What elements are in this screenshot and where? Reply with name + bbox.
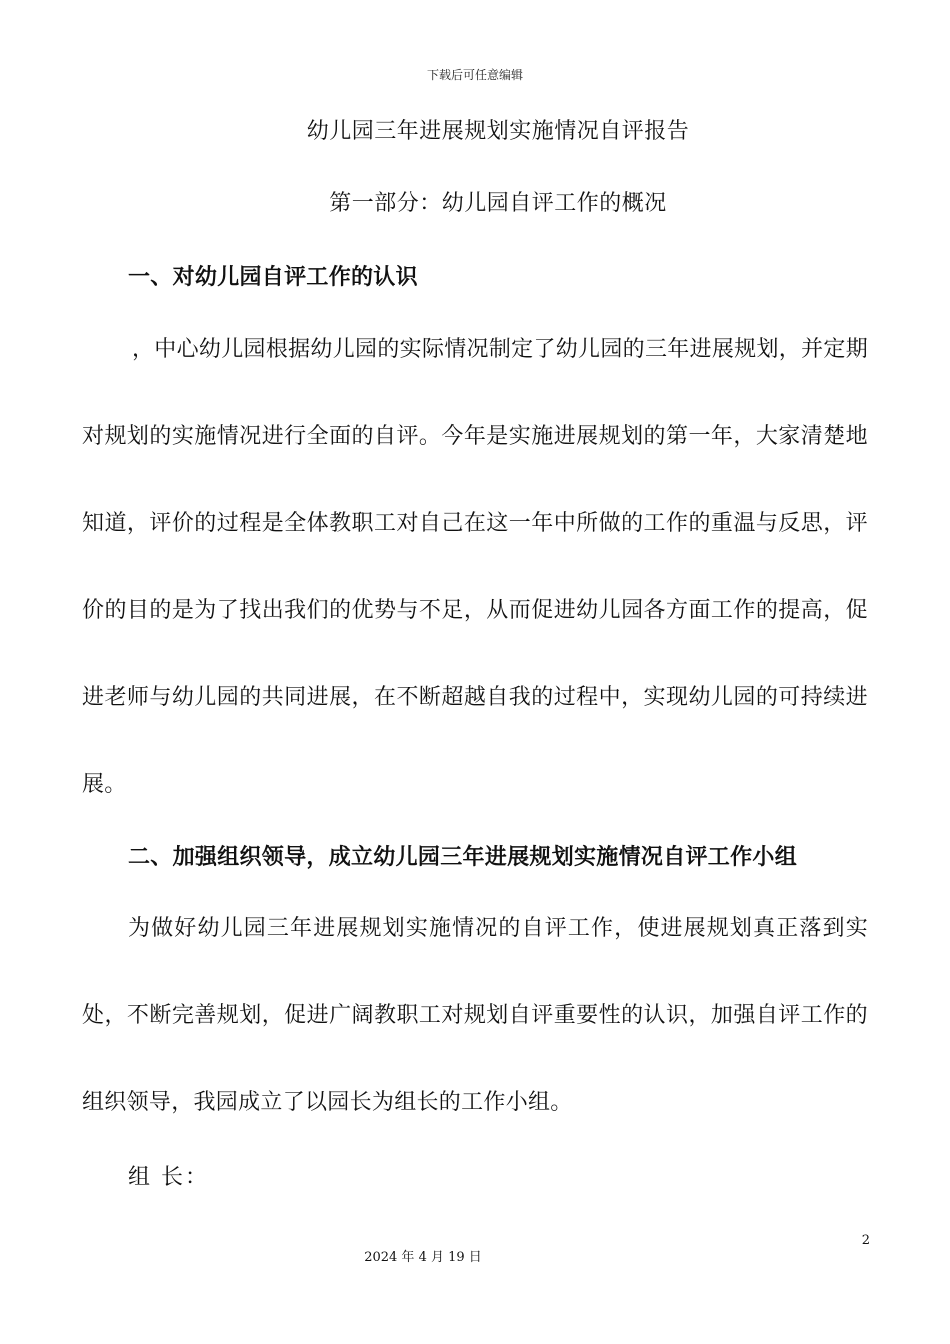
header-note: 下载后可任意编辑 xyxy=(426,68,523,82)
document-title: 幼儿园三年进展规划实施情况自评报告 xyxy=(306,119,690,144)
leader-label: 组 长： xyxy=(128,1165,209,1190)
section-heading-1: 一、对幼儿园自评工作的认识 xyxy=(128,265,418,290)
page-number: 2 xyxy=(861,1233,870,1248)
footer-date: 2024 年 4 月 19 日 xyxy=(364,1250,482,1265)
section-heading-2: 二、加强组织领导，成立幼儿园三年进展规划实施情况自评工作小组 xyxy=(128,845,798,870)
section-paragraph-2: 为做好幼儿园三年进展规划实施情况的自评工作，使进展规划真正落到实处，不断完善规划，促进广阔教职工对规划自评重要性的认识，加强自评工作的组织领导，我园成立了以园长为组长的工作小组。 xyxy=(82,916,868,1115)
part-title: 第一部分：幼儿园自评工作的概况 xyxy=(329,191,667,216)
section-paragraph-1: ，中心幼儿园根据幼儿园的实际情况制定了幼儿园的三年进展规划，并定期对规划的实施情况进行全面的自评。今年是实施进展规划的第一年，大家清楚地知道，评价的过程是全体教职工对自己在这一年中所做的工作的重温与反思，评价的目的是为了找出我们的优势与不足，从而促进幼儿园各方面工作的提高，促进老师与幼儿园的共同进展，在不断超越自我的过程中，实现幼儿园的可持续进展。 xyxy=(82,337,868,797)
